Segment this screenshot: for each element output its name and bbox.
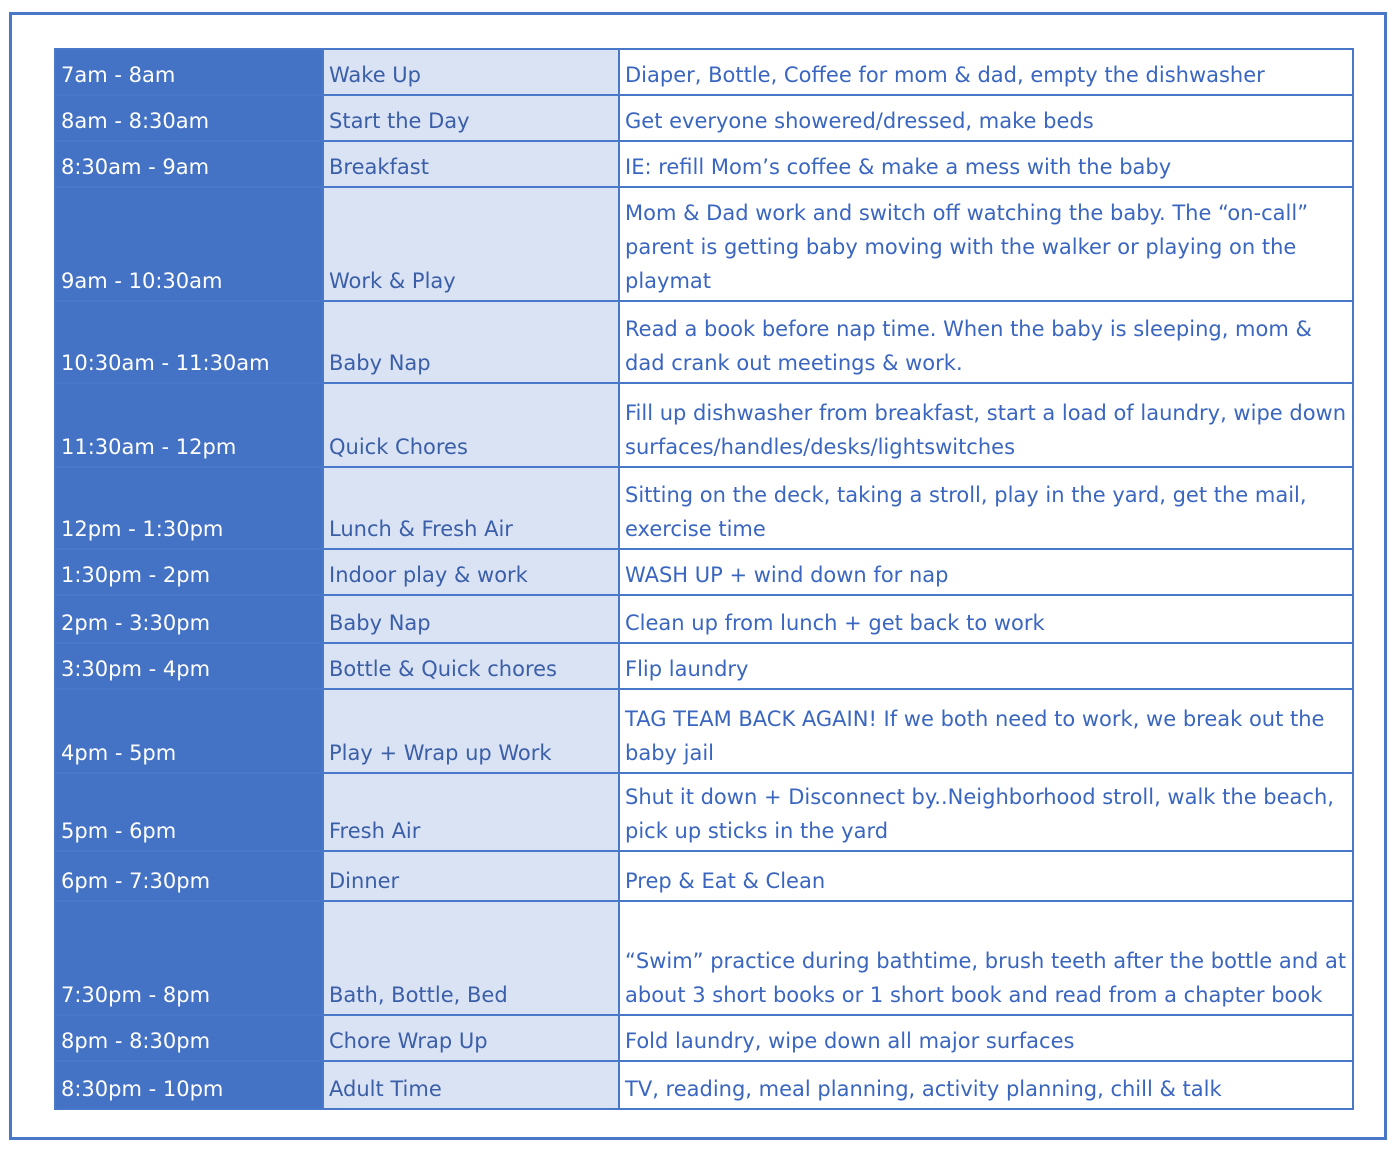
table-row xyxy=(55,901,1353,1015)
details-cell: TAG TEAM BACK AGAIN! If we both need to work, we break out the baby jail xyxy=(619,689,1353,773)
details-cell: Diaper, Bottle, Coffee for mom & dad, empty the dishwasher xyxy=(619,49,1353,95)
table-row xyxy=(55,141,1353,187)
details-cell: Sitting on the deck, taking a stroll, play in the yard, get the mail, exercise time xyxy=(619,467,1353,549)
table-row xyxy=(55,301,1353,383)
details-cell: Prep & Eat & Clean xyxy=(619,851,1353,901)
table-row xyxy=(55,1061,1353,1109)
activity-cell: Wake Up xyxy=(323,49,619,95)
details-cell: Flip laundry xyxy=(619,643,1353,689)
details-cell: Get everyone showered/dressed, make beds xyxy=(619,95,1353,141)
details-cell: Shut it down + Disconnect by..Neighborhood stroll, walk the beach, pick up sticks in the yard xyxy=(619,773,1353,851)
time-cell: 1:30pm - 2pm xyxy=(55,549,323,595)
activity-cell: Indoor play & work xyxy=(323,549,619,595)
schedule-table xyxy=(54,48,1354,1110)
table-row xyxy=(55,1015,1353,1061)
activity-cell: Play + Wrap up Work xyxy=(323,689,619,773)
time-cell: 5pm - 6pm xyxy=(55,773,323,851)
details-cell: Fold laundry, wipe down all major surfaces xyxy=(619,1015,1353,1061)
details-cell: “Swim” practice during bathtime, brush teeth after the bottle and at about 3 short books or 1 short book and read from a chapter book xyxy=(619,901,1353,1015)
activity-cell: Breakfast xyxy=(323,141,619,187)
activity-cell: Lunch & Fresh Air xyxy=(323,467,619,549)
table-row xyxy=(55,95,1353,141)
time-cell: 9am - 10:30am xyxy=(55,187,323,301)
details-cell: TV, reading, meal planning, activity planning, chill & talk xyxy=(619,1061,1353,1109)
details-cell: IE: refill Mom’s coffee & make a mess with the baby xyxy=(619,141,1353,187)
table-row xyxy=(55,689,1353,773)
activity-cell: Adult Time xyxy=(323,1061,619,1109)
activity-cell: Bath, Bottle, Bed xyxy=(323,901,619,1015)
time-cell: 6pm - 7:30pm xyxy=(55,851,323,901)
details-cell: Clean up from lunch + get back to work xyxy=(619,595,1353,643)
table-row xyxy=(55,549,1353,595)
table-row xyxy=(55,49,1353,95)
time-cell: 8:30am - 9am xyxy=(55,141,323,187)
time-cell: 11:30am - 12pm xyxy=(55,383,323,467)
table-row xyxy=(55,643,1353,689)
activity-cell: Fresh Air xyxy=(323,773,619,851)
activity-cell: Work & Play xyxy=(323,187,619,301)
details-cell: Fill up dishwasher from breakfast, start a load of laundry, wipe down surfaces/handles/desks/lightswitches xyxy=(619,383,1353,467)
activity-cell: Quick Chores xyxy=(323,383,619,467)
activity-cell: Baby Nap xyxy=(323,595,619,643)
table-row xyxy=(55,851,1353,901)
time-cell: 7am - 8am xyxy=(55,49,323,95)
time-cell: 7:30pm - 8pm xyxy=(55,901,323,1015)
activity-cell: Start the Day xyxy=(323,95,619,141)
activity-cell: Baby Nap xyxy=(323,301,619,383)
details-cell: Mom & Dad work and switch off watching the baby. The “on-call” parent is getting baby moving with the walker or playing on the playmat xyxy=(619,187,1353,301)
time-cell: 8pm - 8:30pm xyxy=(55,1015,323,1061)
time-cell: 3:30pm - 4pm xyxy=(55,643,323,689)
time-cell: 2pm - 3:30pm xyxy=(55,595,323,643)
activity-cell: Bottle & Quick chores xyxy=(323,643,619,689)
time-cell: 4pm - 5pm xyxy=(55,689,323,773)
table-row xyxy=(55,595,1353,643)
time-cell: 12pm - 1:30pm xyxy=(55,467,323,549)
table-row xyxy=(55,187,1353,301)
time-cell: 8:30pm - 10pm xyxy=(55,1061,323,1109)
time-cell: 8am - 8:30am xyxy=(55,95,323,141)
table-row xyxy=(55,383,1353,467)
activity-cell: Chore Wrap Up xyxy=(323,1015,619,1061)
table-row xyxy=(55,773,1353,851)
activity-cell: Dinner xyxy=(323,851,619,901)
details-cell: Read a book before nap time. When the baby is sleeping, mom & dad crank out meetings & work. xyxy=(619,301,1353,383)
details-cell: WASH UP + wind down for nap xyxy=(619,549,1353,595)
time-cell: 10:30am - 11:30am xyxy=(55,301,323,383)
table-row xyxy=(55,467,1353,549)
